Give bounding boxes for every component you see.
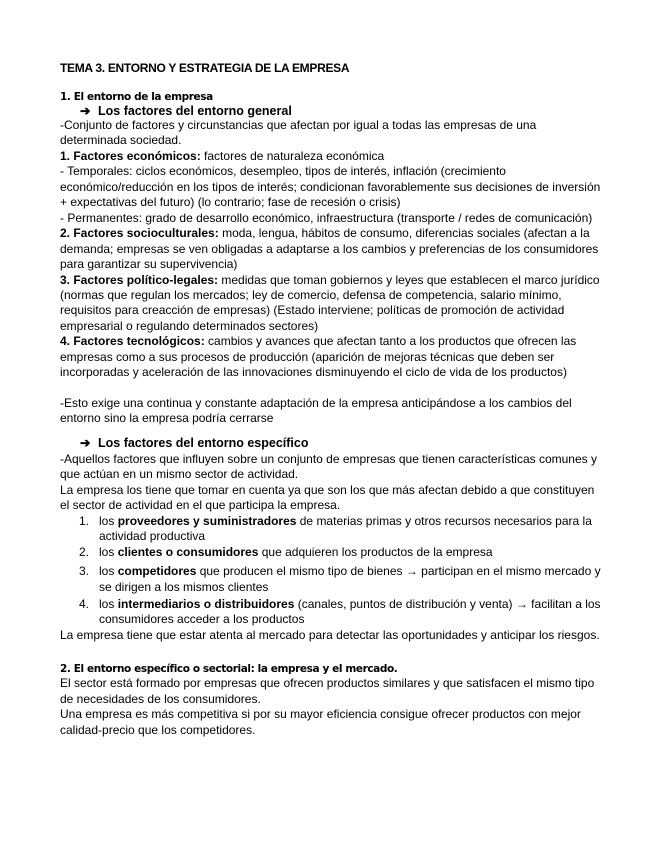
section-2-line: Una empresa es más competitiva si por su mayor eficiencia consigue ofrecer productos con mejor: [60, 707, 581, 721]
arrow-right-icon: ➔: [80, 436, 91, 450]
section-2-line: calidad-precio que los competidores.: [60, 723, 256, 737]
factor-technological-title: 4. Factores tecnológicos:: [60, 334, 205, 348]
list-item-number: 2.: [79, 545, 90, 559]
factor-political-legal: 3. Factores político-legales: medidas que toman gobiernos y leyes que establecen el marco jurídico: [60, 273, 600, 287]
specific-factors-subheading: ➔ Los factores del entorno específico: [80, 436, 309, 450]
list-item: los clientes o consumidores que adquieren los productos de la empresa: [99, 545, 493, 559]
general-intro-line: -Conjunto de factores y circunstancias que afectan por igual a todas las empresas de una: [60, 118, 537, 132]
specific-intro-line: La empresa los tiene que tomar en cuenta ya que son los que más afectan debido a que constituyen: [60, 483, 595, 497]
factor-political-legal-title: 3. Factores político-legales:: [60, 273, 219, 287]
specific-intro-line: que actúan en un mismo sector de actividad.: [60, 467, 299, 481]
specific-intro-line: el sector de actividad en el que participa la empresa.: [60, 498, 341, 512]
section-1-heading: 1. El entorno de la empresa: [60, 91, 213, 103]
document-title: TEMA 3. ENTORNO Y ESTRATEGIA DE LA EMPRESA: [60, 61, 350, 75]
factor-sociocultural-title: 2. Factores socioculturales:: [60, 226, 219, 240]
list-item-number: 3.: [79, 564, 90, 578]
specific-intro-line: -Aquellos factores que influyen sobre un conjunto de empresas que tienen características comunes y: [60, 452, 597, 466]
factor-economic-line: - Temporales: ciclos económicos, desempleo, tipos de interés, inflación (crecimiento: [60, 164, 506, 178]
section-2-line: El sector está formado por empresas que ofrecen productos similares y que satisfacen el mismo tipo: [60, 676, 595, 690]
factor-political-legal-line: empresarial o regulando determinados sectores): [60, 319, 319, 333]
general-factors-subheading: ➔ Los factores del entorno general: [80, 104, 292, 118]
list-item: los intermediarios o distribuidores (canales, puntos de distribución y venta) → facilitan a los: [99, 597, 601, 611]
list-item: los proveedores y suministradores de materias primas y otros recursos necesarios para la: [99, 514, 592, 528]
arrow-right-icon: ➔: [80, 104, 91, 118]
factor-technological-line: empresas como a sus procesos de producción (aparición de mejoras técnicas que deben ser: [60, 350, 555, 364]
factor-economic-line: - Permanentes: grado de desarrollo económico, infraestructura (transporte / redes de comunicación): [60, 211, 593, 225]
factor-sociocultural-line: para garantizar su supervivencia): [60, 257, 238, 271]
factor-political-legal-line: (normas que regulan los mercados; ley de comercio, defensa de competencia, salario mínimo,: [60, 288, 562, 302]
factor-sociocultural: 2. Factores socioculturales: moda, lengua, hábitos de consumo, diferencias sociales (afectan a la: [60, 226, 590, 240]
factor-technological-line: incorporadas y aceleración de las innovaciones disminuyendo el ciclo de vida de los productos): [60, 365, 567, 379]
factor-economic: 1. Factores económicos: factores de naturaleza económica: [60, 149, 385, 163]
factor-sociocultural-line: demanda; empresas se ven obligadas a adaptarse a los cambios y preferencias de los consumidores: [60, 242, 599, 256]
list-item: los competidores que producen el mismo tipo de bienes → participan en el mismo mercado y: [99, 564, 601, 578]
list-item-continuation: se dirigen a los mismos clientes: [99, 580, 269, 594]
list-item-continuation: consumidores acceder a los productos: [99, 612, 305, 626]
general-intro-line: determinada sociedad.: [60, 133, 182, 147]
factor-technological: 4. Factores tecnológicos: cambios y avances que afectan tanto a los productos que ofrecen las: [60, 334, 577, 348]
section-2-line: de necesidades de los consumidores.: [60, 692, 261, 706]
factor-economic-line: económico/reducción en los tipos de interés; condicionan favorablemente sus decisiones de inversión: [60, 180, 601, 194]
factor-political-legal-line: requisitos para creacción de empresas) (Estado interviene; políticas de promoción de actividad: [60, 303, 565, 317]
section-2-heading: 2. El entorno específico o sectorial: la empresa y el mercado.: [60, 663, 398, 675]
specific-closing-line: La empresa tiene que estar atenta al mercado para detectar las oportunidades y anticipar los riesgos.: [60, 628, 600, 642]
list-item-continuation: actividad productiva: [99, 529, 206, 543]
list-item-number: 4.: [79, 597, 90, 611]
factor-economic-title: 1. Factores económicos:: [60, 149, 201, 163]
general-conclusion-line: -Esto exige una continua y constante adaptación de la empresa anticipándose a los cambios del: [60, 396, 572, 410]
general-conclusion-line: entorno sino la empresa podría cerrarse: [60, 411, 274, 425]
factor-economic-line: + expectativas del futuro) (lo contrario; fase de recesión o crisis): [60, 195, 401, 209]
list-item-number: 1.: [79, 514, 90, 528]
